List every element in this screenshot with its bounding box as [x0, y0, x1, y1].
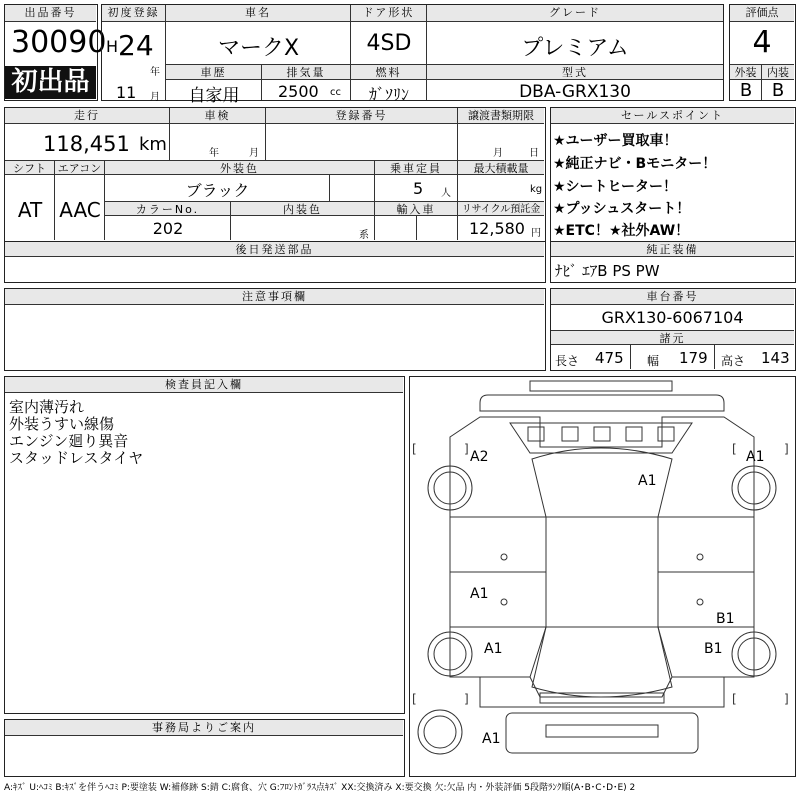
grade-header: グレード: [427, 5, 723, 22]
mileage-unit: km: [139, 134, 167, 155]
svg-text:]: ]: [464, 442, 469, 456]
transfer-month-unit: 月: [493, 148, 503, 159]
transfer-day-unit: 日: [529, 148, 539, 159]
damage-legend: A:ｷｽﾞ U:ﾍｺﾐ B:ｷｽﾞを伴うﾍｺﾐ P:要塗装 W:補修跡 S:錆 C:腐食、穴 G:ﾌﾛﾝﾄｶﾞﾗｽ点ｷｽﾞ XX:交換済み X:要交換 欠:欠品 内・外装評価 5段階ﾗﾝｸ順(A･B･C･D･E) 2: [4, 783, 636, 793]
car-name: マークX: [217, 36, 300, 61]
chassis-number: GRX130-6067104: [601, 308, 744, 327]
score-header: 評価点: [730, 5, 794, 22]
height: 143: [761, 349, 790, 367]
notes-header: 注意事項欄: [5, 289, 544, 305]
equipment: ﾅﾋﾞ ｴｱB PS PW: [555, 262, 660, 280]
import-header: 輸入車: [375, 201, 458, 216]
car-name-cell: [166, 22, 351, 64]
reg-no-cell: [266, 124, 458, 160]
sales-point-4: ★プッシュスタート！: [553, 201, 691, 217]
capacity: 5: [413, 179, 424, 198]
ext-header: 外装: [730, 64, 762, 80]
color-no: 202: [152, 219, 184, 238]
ext-color-header: 外装色: [105, 160, 375, 175]
int-header: 内装: [762, 64, 794, 80]
model-header: 型式: [427, 64, 723, 80]
office-box: [4, 719, 405, 777]
svg-text:]: ]: [464, 692, 469, 706]
svg-text:[: [: [732, 442, 737, 456]
reg-year-header: 初度登録: [102, 5, 166, 22]
equipment-header: 純正装備: [551, 242, 794, 257]
sales-point-5: ★ETC！★社外AW！: [553, 223, 690, 239]
sales-point-1: ★ユーザー買取車！: [553, 133, 678, 149]
damage-mark-left-door: A1: [470, 586, 489, 602]
recycle-header: リサイクル預託金: [458, 201, 544, 216]
inspector-line-3: エンジン廻り異音: [9, 432, 129, 450]
width-label: 幅: [647, 354, 660, 368]
later-parts-box: [4, 241, 546, 283]
inspector-line-4: スタッドレスタイヤ: [9, 449, 144, 467]
int-color-cell: [231, 216, 375, 240]
capacity-unit: 人: [441, 188, 451, 199]
reg-no-header: 登録番号: [266, 108, 458, 124]
lot-box: [4, 4, 107, 101]
svg-text:[: [: [412, 692, 417, 706]
shift-header: シフト: [5, 160, 55, 175]
recycle-unit: 円: [531, 228, 541, 239]
history: 自家用: [188, 86, 240, 106]
sales-points-header: セールスポイント: [551, 108, 794, 124]
aircon: AAC: [59, 198, 101, 222]
reg-era: H: [106, 37, 119, 56]
mileage: 118,451: [43, 132, 130, 156]
damage-mark-left-rear: A1: [484, 641, 503, 657]
mileage-header: 走行: [5, 108, 170, 124]
reg-year-unit: 年: [150, 67, 160, 78]
import-cell-b: [417, 216, 458, 240]
damage-mark-right-rear: B1: [704, 641, 723, 657]
notes-box: [4, 288, 546, 371]
vehicle-info-box: [101, 4, 724, 106]
transfer-header: 譲渡書類期限: [458, 108, 544, 124]
inspector-line-1: 室内薄汚れ: [9, 398, 85, 416]
int-color-header: 内装色: [231, 201, 375, 216]
sales-point-2: ★純正ナビ・Bモニター！: [553, 156, 717, 172]
color-no-header: カラーNo.: [105, 201, 231, 216]
grade: プレミアム: [521, 36, 629, 61]
damage-mark-hood: A1: [638, 473, 657, 489]
inspector-box: [4, 376, 405, 714]
office-header: 事務局よりご案内: [5, 720, 403, 736]
inspector-line-2: 外装うすい線傷: [9, 415, 115, 433]
later-parts-header: 後日発送部品: [5, 242, 544, 257]
door-cell: [351, 22, 427, 64]
displacement-unit: cc: [330, 87, 341, 98]
reg-year: 24: [118, 29, 154, 62]
sales-points-box: [550, 107, 796, 242]
equipment-box: [550, 241, 796, 283]
max-load-header: 最大積載量: [458, 160, 544, 175]
sales-point-3: ★シートヒーター！: [553, 179, 677, 195]
chassis-box: [550, 288, 796, 371]
ext-color: ブラック: [185, 181, 250, 200]
recycle: 12,580: [469, 219, 525, 238]
int-color-unit: 系: [359, 230, 369, 241]
int-grade: B: [771, 80, 785, 101]
shift: AT: [17, 198, 43, 222]
reg-month: 11: [116, 83, 137, 102]
width: 179: [679, 349, 708, 367]
max-load-unit: kg: [530, 184, 543, 195]
model: DBA-GRX130: [519, 82, 631, 102]
inspector-header: 検査員記入欄: [5, 377, 403, 393]
height-label: 高さ: [721, 354, 746, 368]
dims-header: 諸元: [551, 330, 794, 345]
chassis-header: 車台番号: [551, 289, 794, 305]
fuel-header: 燃料: [351, 64, 427, 80]
details-box: [4, 107, 546, 242]
ext-grade: B: [739, 80, 753, 101]
history-header: 車歴: [166, 64, 262, 80]
lot-number: 30090: [11, 25, 107, 60]
door-header: ドア形状: [351, 5, 427, 22]
damage-mark-rear: A1: [482, 731, 501, 747]
inspection-year-unit: 年: [209, 148, 219, 159]
svg-text:]: ]: [784, 442, 789, 456]
aircon-header: エアコン: [55, 160, 105, 175]
capacity-header: 乗車定員: [375, 160, 458, 175]
svg-text:[: [: [412, 442, 417, 456]
score-box: [729, 4, 796, 101]
displacement-header: 排気量: [262, 64, 351, 80]
damage-mark-front-right: A1: [746, 449, 765, 465]
car-diagram-box: [409, 376, 796, 777]
ext-color-spare: [330, 175, 375, 201]
inspection-header: 車検: [170, 108, 266, 124]
length-label: 長さ: [555, 354, 580, 368]
lot-header: 出品番号: [5, 5, 96, 22]
import-cell-a: [375, 216, 417, 240]
fuel: ｶﾞｿﾘﾝ: [368, 85, 409, 104]
car-name-header: 車名: [166, 5, 351, 22]
displacement: 2500: [278, 82, 319, 101]
score: 4: [752, 25, 772, 60]
inspection-month-unit: 月: [249, 148, 259, 159]
damage-mark-right-door: B1: [716, 611, 735, 627]
car-diagram: [410, 377, 794, 775]
damage-mark-front-left: A2: [470, 449, 489, 465]
door: 4SD: [366, 31, 412, 56]
svg-text:]: ]: [784, 692, 789, 706]
first-time-badge: 初出品: [5, 66, 96, 99]
svg-text:[: [: [732, 692, 737, 706]
reg-month-unit: 月: [150, 92, 160, 103]
length: 475: [595, 349, 624, 367]
